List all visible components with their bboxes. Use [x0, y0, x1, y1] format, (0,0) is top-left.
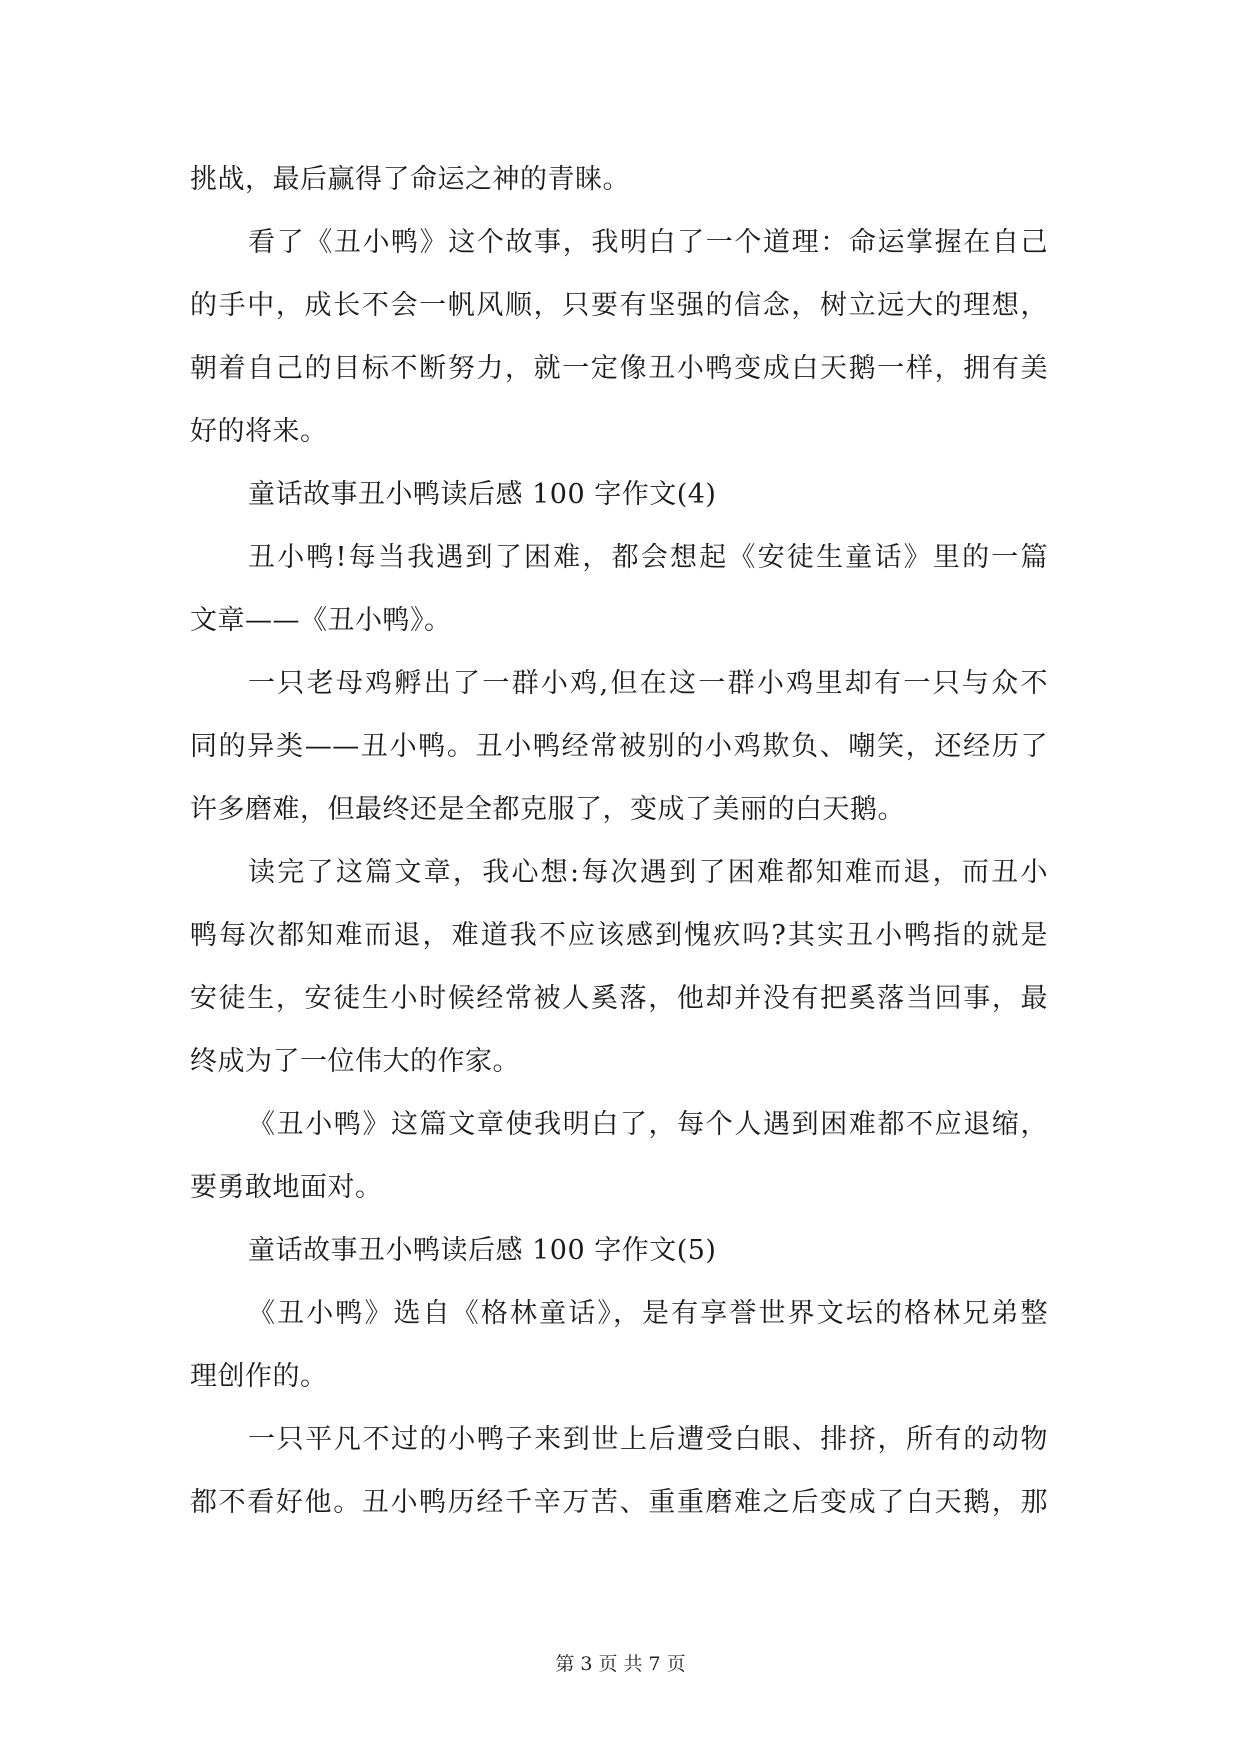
text-line: 挑战，最后赢得了命运之神的青睐。: [190, 164, 630, 195]
text-line: 一只平凡不过的小鸭子来到世上后遭受白眼、排挤，所有的动物: [248, 1424, 1048, 1455]
text-line: 终成为了一位伟大的作家。: [190, 1046, 520, 1077]
text-line: 许多磨难，但最终还是全都克服了，变成了美丽的白天鹅。: [190, 794, 905, 825]
text-line: 理创作的。: [190, 1361, 328, 1392]
text-line: 同的异类——丑小鸭。丑小鸭经常被别的小鸡欺负、嘲笑，还经历了: [190, 731, 1048, 762]
document-body: [190, 148, 1048, 1534]
text-line: 安徒生，安徒生小时候经常被人奚落，他却并没有把奚落当回事，最: [190, 983, 1048, 1014]
text-line: 要勇敢地面对。: [190, 1172, 383, 1203]
text-line: 文章——《丑小鸭》。: [190, 605, 452, 636]
section-heading: 童话故事丑小鸭读后感 100 字作文(5): [248, 1235, 717, 1266]
page-number-footer: 第 3 页 共 7 页: [555, 1653, 686, 1675]
text-line: 朝着自己的目标不断努力，就一定像丑小鸭变成白天鹅一样，拥有美: [190, 353, 1048, 384]
text-line: 《丑小鸭》选自《格林童话》，是有享誉世界文坛的格林兄弟整: [248, 1298, 1048, 1329]
text-line: 读完了这篇文章，我心想:每次遇到了困难都知难而退，而丑小: [248, 857, 1048, 888]
text-line: 丑小鸭!每当我遇到了困难，都会想起《安徒生童话》里的一篇: [248, 542, 1048, 573]
text-line: 《丑小鸭》这篇文章使我明白了，每个人遇到困难都不应退缩，: [248, 1109, 1048, 1140]
text-line: 好的将来。: [190, 416, 328, 447]
text-line: 都不看好他。丑小鸭历经千辛万苦、重重磨难之后变成了白天鹅，那: [190, 1487, 1048, 1518]
text-line: 的手中，成长不会一帆风顺，只要有坚强的信念，树立远大的理想，: [190, 290, 1048, 321]
text-line: 一只老母鸡孵出了一群小鸡,但在这一群小鸡里却有一只与众不: [248, 668, 1048, 699]
text-line: 看了《丑小鸭》这个故事，我明白了一个道理：命运掌握在自己: [248, 227, 1048, 258]
section-heading: 童话故事丑小鸭读后感 100 字作文(4): [248, 479, 717, 510]
text-line: 鸭每次都知难而退，难道我不应该感到愧疚吗?其实丑小鸭指的就是: [190, 920, 1048, 951]
